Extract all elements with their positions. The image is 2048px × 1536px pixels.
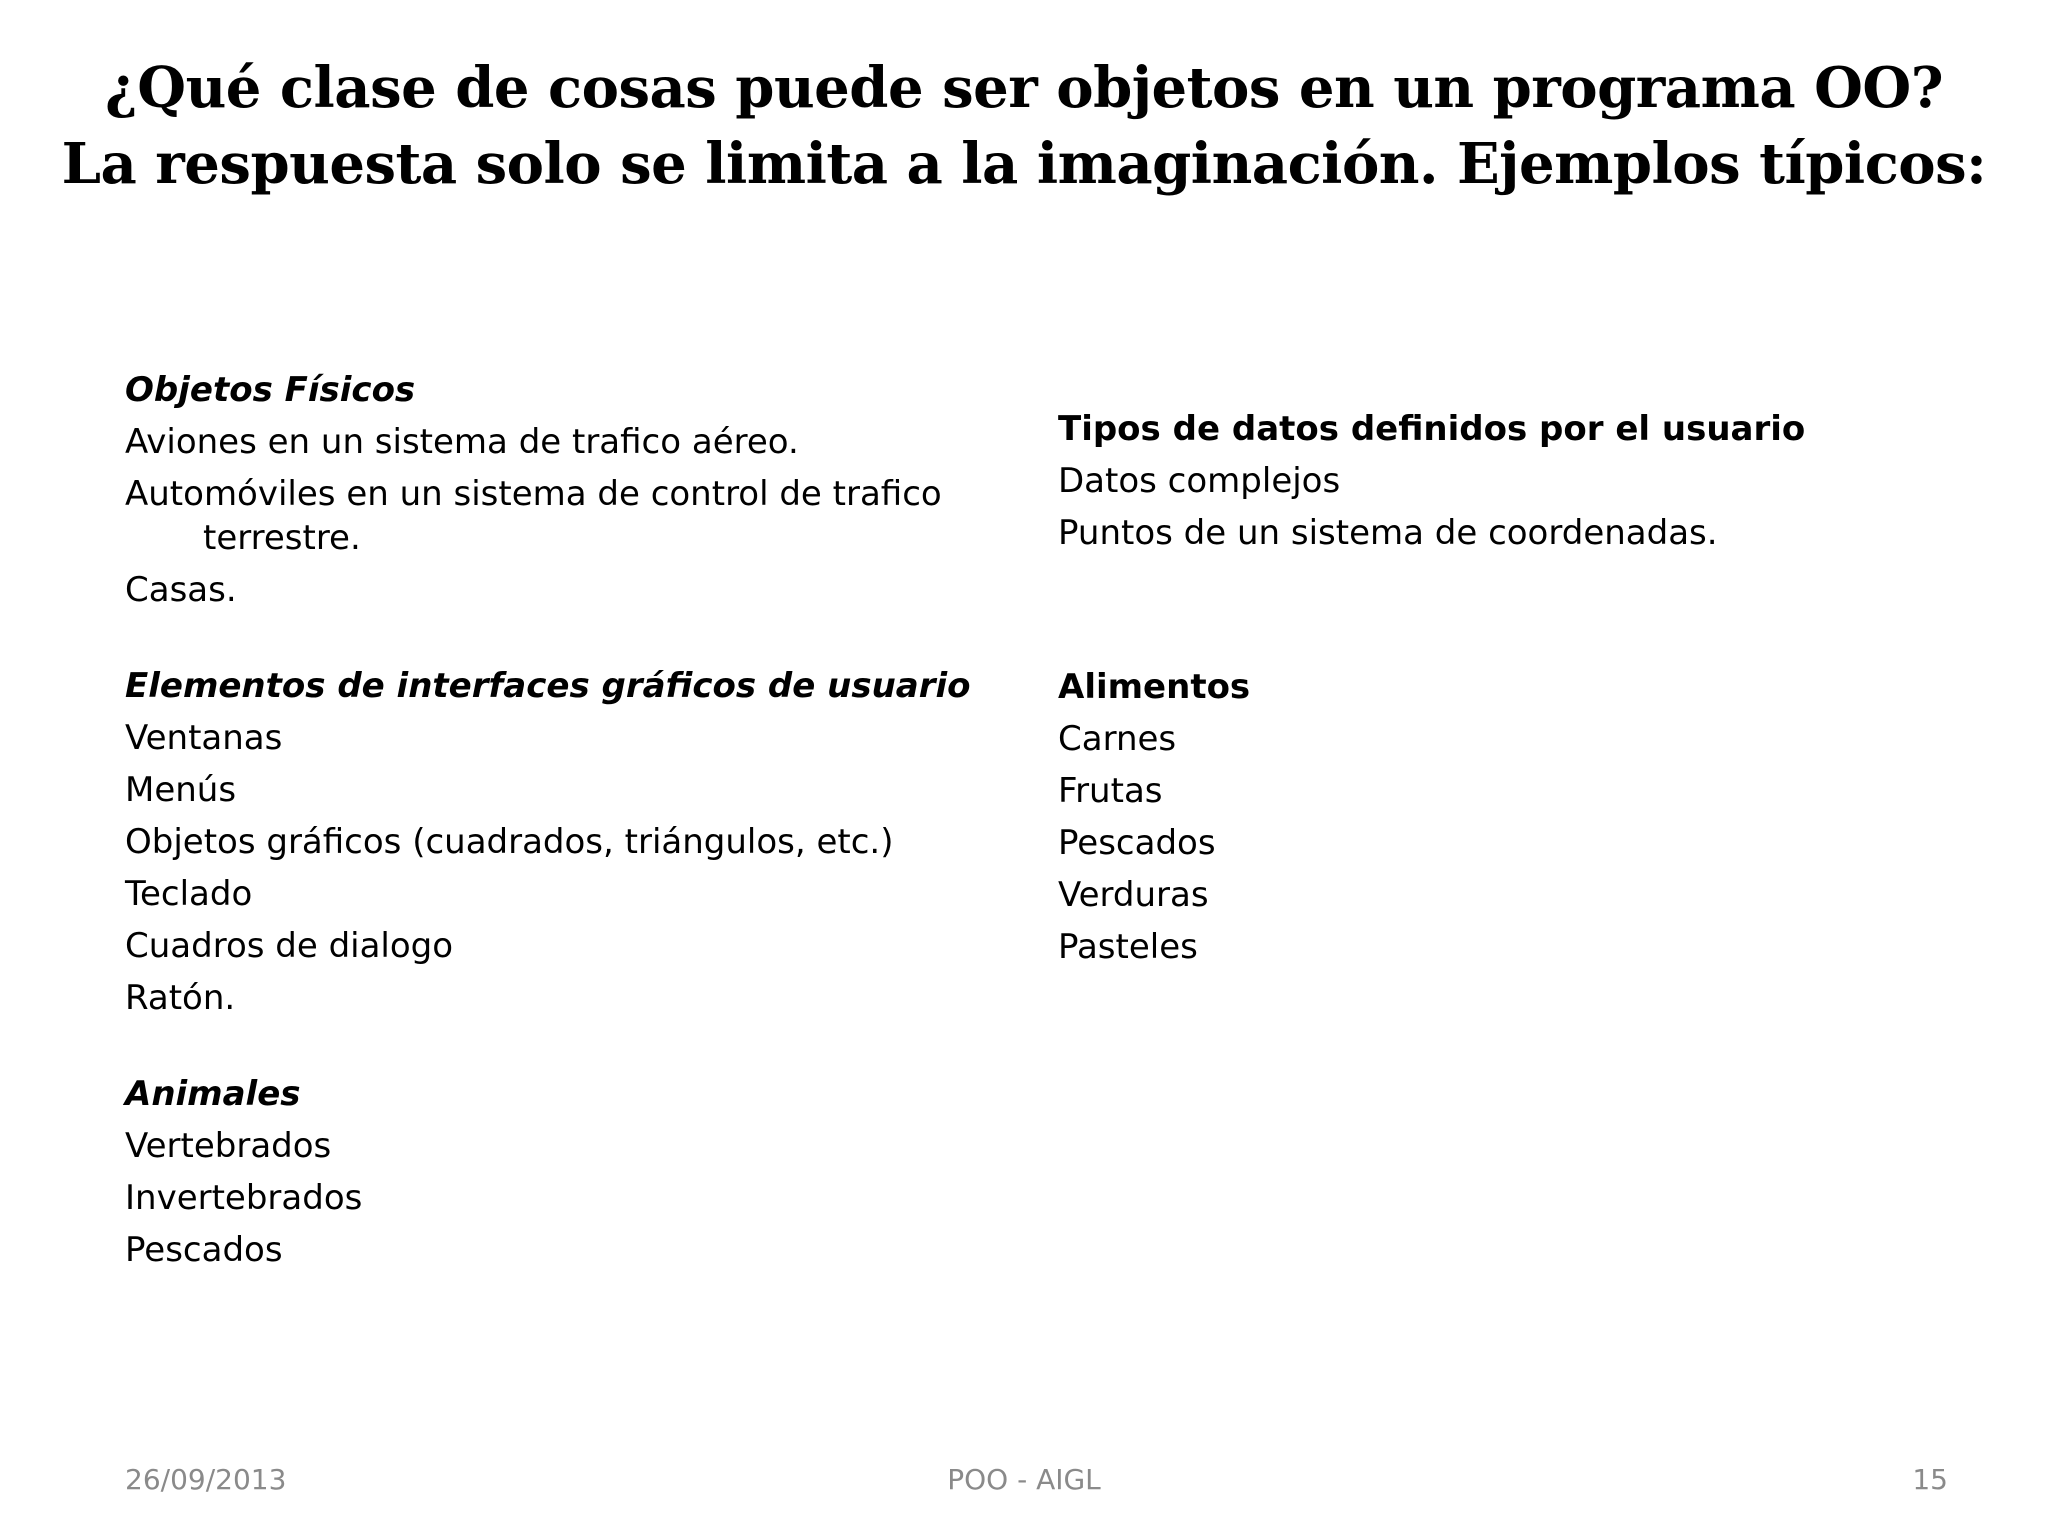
slide-title: ¿Qué clase de cosas puede ser objetos en un programa OO? La respuesta solo se limita a la imaginación. Ejemplos típicos:	[61, 55, 1987, 197]
list-item: Pasteles	[1058, 927, 1198, 967]
list-item: Pescados	[125, 1230, 283, 1270]
list-item: Aviones en un sistema de trafico aéreo.	[125, 422, 799, 462]
list-item: Menús	[125, 770, 237, 810]
category-heading: Tipos de datos definidos por el usuario	[1058, 409, 1806, 449]
list-item: Datos complejos	[1058, 461, 1341, 501]
list-item: Teclado	[125, 874, 253, 914]
category-heading: Alimentos	[1058, 667, 1251, 707]
list-item: Automóviles en un sistema de control de trafico terrestre.	[125, 474, 942, 558]
left-column	[125, 368, 1005, 1324]
page-number: 15	[1912, 1463, 1948, 1496]
list-item: Ventanas	[125, 718, 283, 758]
list-item: Carnes	[1058, 719, 1177, 759]
category-objetos-fisicos	[125, 368, 1005, 612]
category-heading: Objetos Físicos	[125, 370, 416, 410]
list-item: Invertebrados	[125, 1178, 363, 1218]
category-alimentos	[1058, 665, 1958, 969]
category-tipos-de-datos	[1058, 407, 1958, 555]
list-item: Vertebrados	[125, 1126, 332, 1166]
list-item: Cuadros de dialogo	[125, 926, 454, 966]
list-item: Objetos gráficos (cuadrados, triángulos, etc.)	[125, 822, 894, 862]
list-item: Verduras	[1058, 875, 1209, 915]
right-column	[1058, 407, 1958, 1021]
list-item: Frutas	[1058, 771, 1163, 811]
list-item: Puntos de un sistema de coordenadas.	[1058, 513, 1718, 553]
list-item: Pescados	[1058, 823, 1216, 863]
list-item: Ratón.	[125, 978, 236, 1018]
category-heading: Elementos de interfaces gráficos de usuario	[125, 666, 971, 706]
footer-course: POO - AIGL	[947, 1463, 1101, 1496]
list-item: Casas.	[125, 570, 237, 610]
category-elementos-gui	[125, 664, 1005, 1020]
category-heading: Animales	[125, 1074, 301, 1114]
category-animales	[125, 1072, 1005, 1272]
footer-date: 26/09/2013	[125, 1463, 287, 1496]
